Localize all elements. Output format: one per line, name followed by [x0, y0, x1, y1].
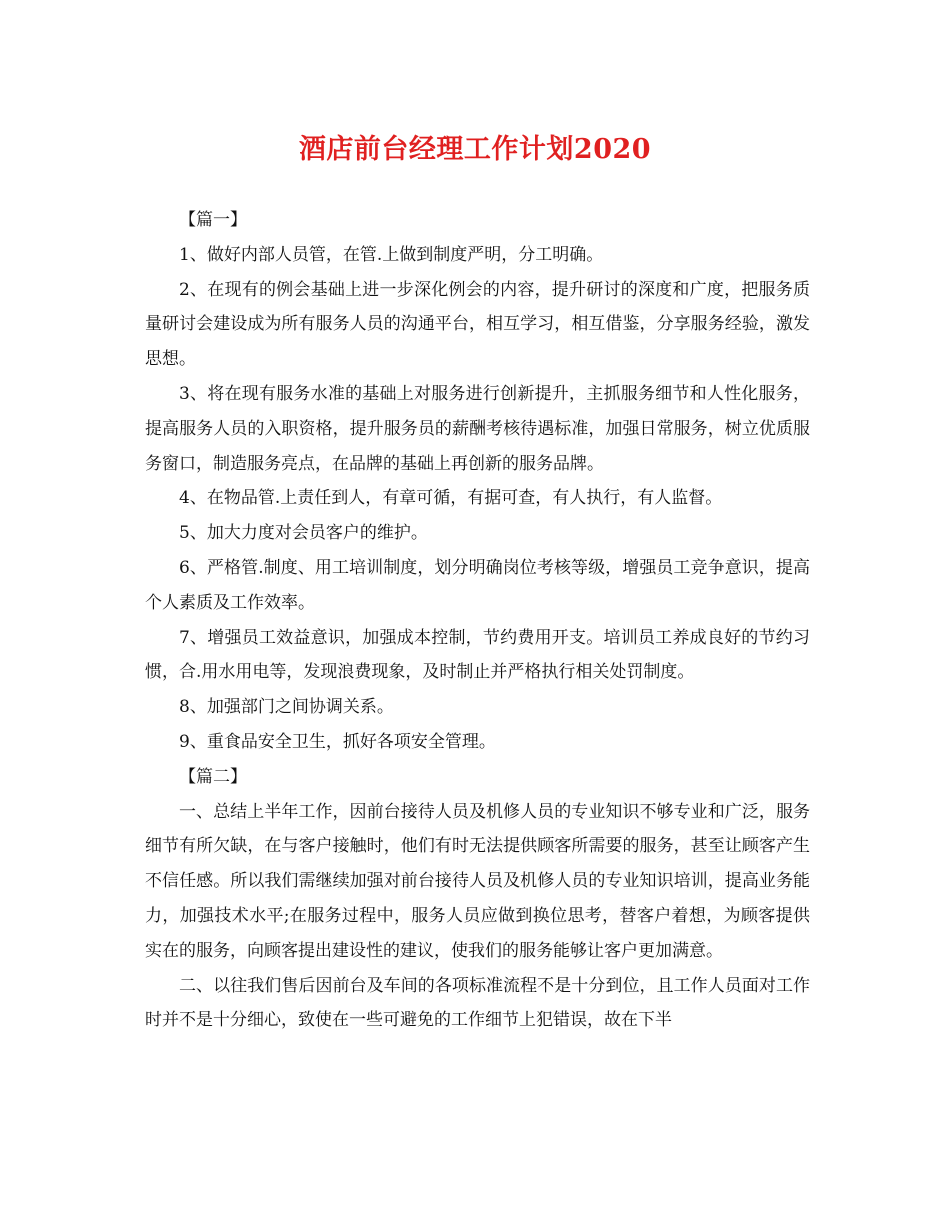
paragraph: 一、总结上半年工作，因前台接待人员及机修人员的专业知识不够专业和广泛，服务细节有所欠缺，在与客户接触时，他们有时无法提供顾客所需要的服务，甚至让顾客产生不信任感。所以我们需继续加强对前台接待人员及机修人员的专业知识培训，提高业务能力，加强技术水平;在服务过程中，服务人员应做到换位思考，替客户着想，为顾客提供实在的服务，向顾客提出建设性的建议，使我们的服务能够让客户更加满意。 — [145, 801, 810, 961]
section-heading-2: 【篇二】 — [179, 766, 247, 787]
document-title: 酒店前台经理工作计划2020 — [298, 134, 652, 165]
paragraph: 1、做好内部人员管，在管.上做到制度严明，分工明确。 — [179, 244, 604, 265]
paragraph: 2、在现有的例会基础上进一步深化例会的内容，提升研讨的深度和广度，把服务质量研讨会建设成为所有服务人员的沟通平台，相互学习，相互借鉴，分享服务经验，激发思想。 — [145, 279, 810, 370]
section-heading-1: 【篇一】 — [179, 210, 247, 230]
paragraph: 3、将在现有服务水准的基础上对服务进行创新提升，主抓服务细节和人性化服务，提高服务人员的入职资格，提升服务员的薪酬考核待遇标准，加强日常服务，树立优质服务窗口，制造服务亮点，在品牌的基础上再创新的服务品牌。 — [145, 383, 810, 474]
paragraph: 8、加强部门之间协调关系。 — [179, 697, 394, 718]
paragraph: 9、重食品安全卫生，抓好各项安全管理。 — [179, 731, 496, 752]
paragraph: 4、在物品管.上责任到人，有章可循，有据可查，有人执行，有人监督。 — [179, 488, 723, 509]
paragraph: 7、增强员工效益意识，加强成本控制，节约费用开支。培训员工养成良好的节约习惯，合.用水用电等，发现浪费现象，及时制止并严格执行相关处罚制度。 — [145, 627, 810, 683]
paragraph: 5、加大力度对会员客户的维护。 — [179, 523, 428, 544]
paragraph: 6、严格管.制度、用工培训制度，划分明确岗位考核等级，增强员工竞争意识，提高个人素质及工作效率。 — [145, 557, 810, 613]
paragraph: 二、以往我们售后因前台及车间的各项标准流程不是十分到位，且工作人员面对工作时并不是十分细心，致使在一些可避免的工作细节上犯错误，故在下半 — [145, 975, 810, 1031]
document-body — [145, 203, 810, 1038]
